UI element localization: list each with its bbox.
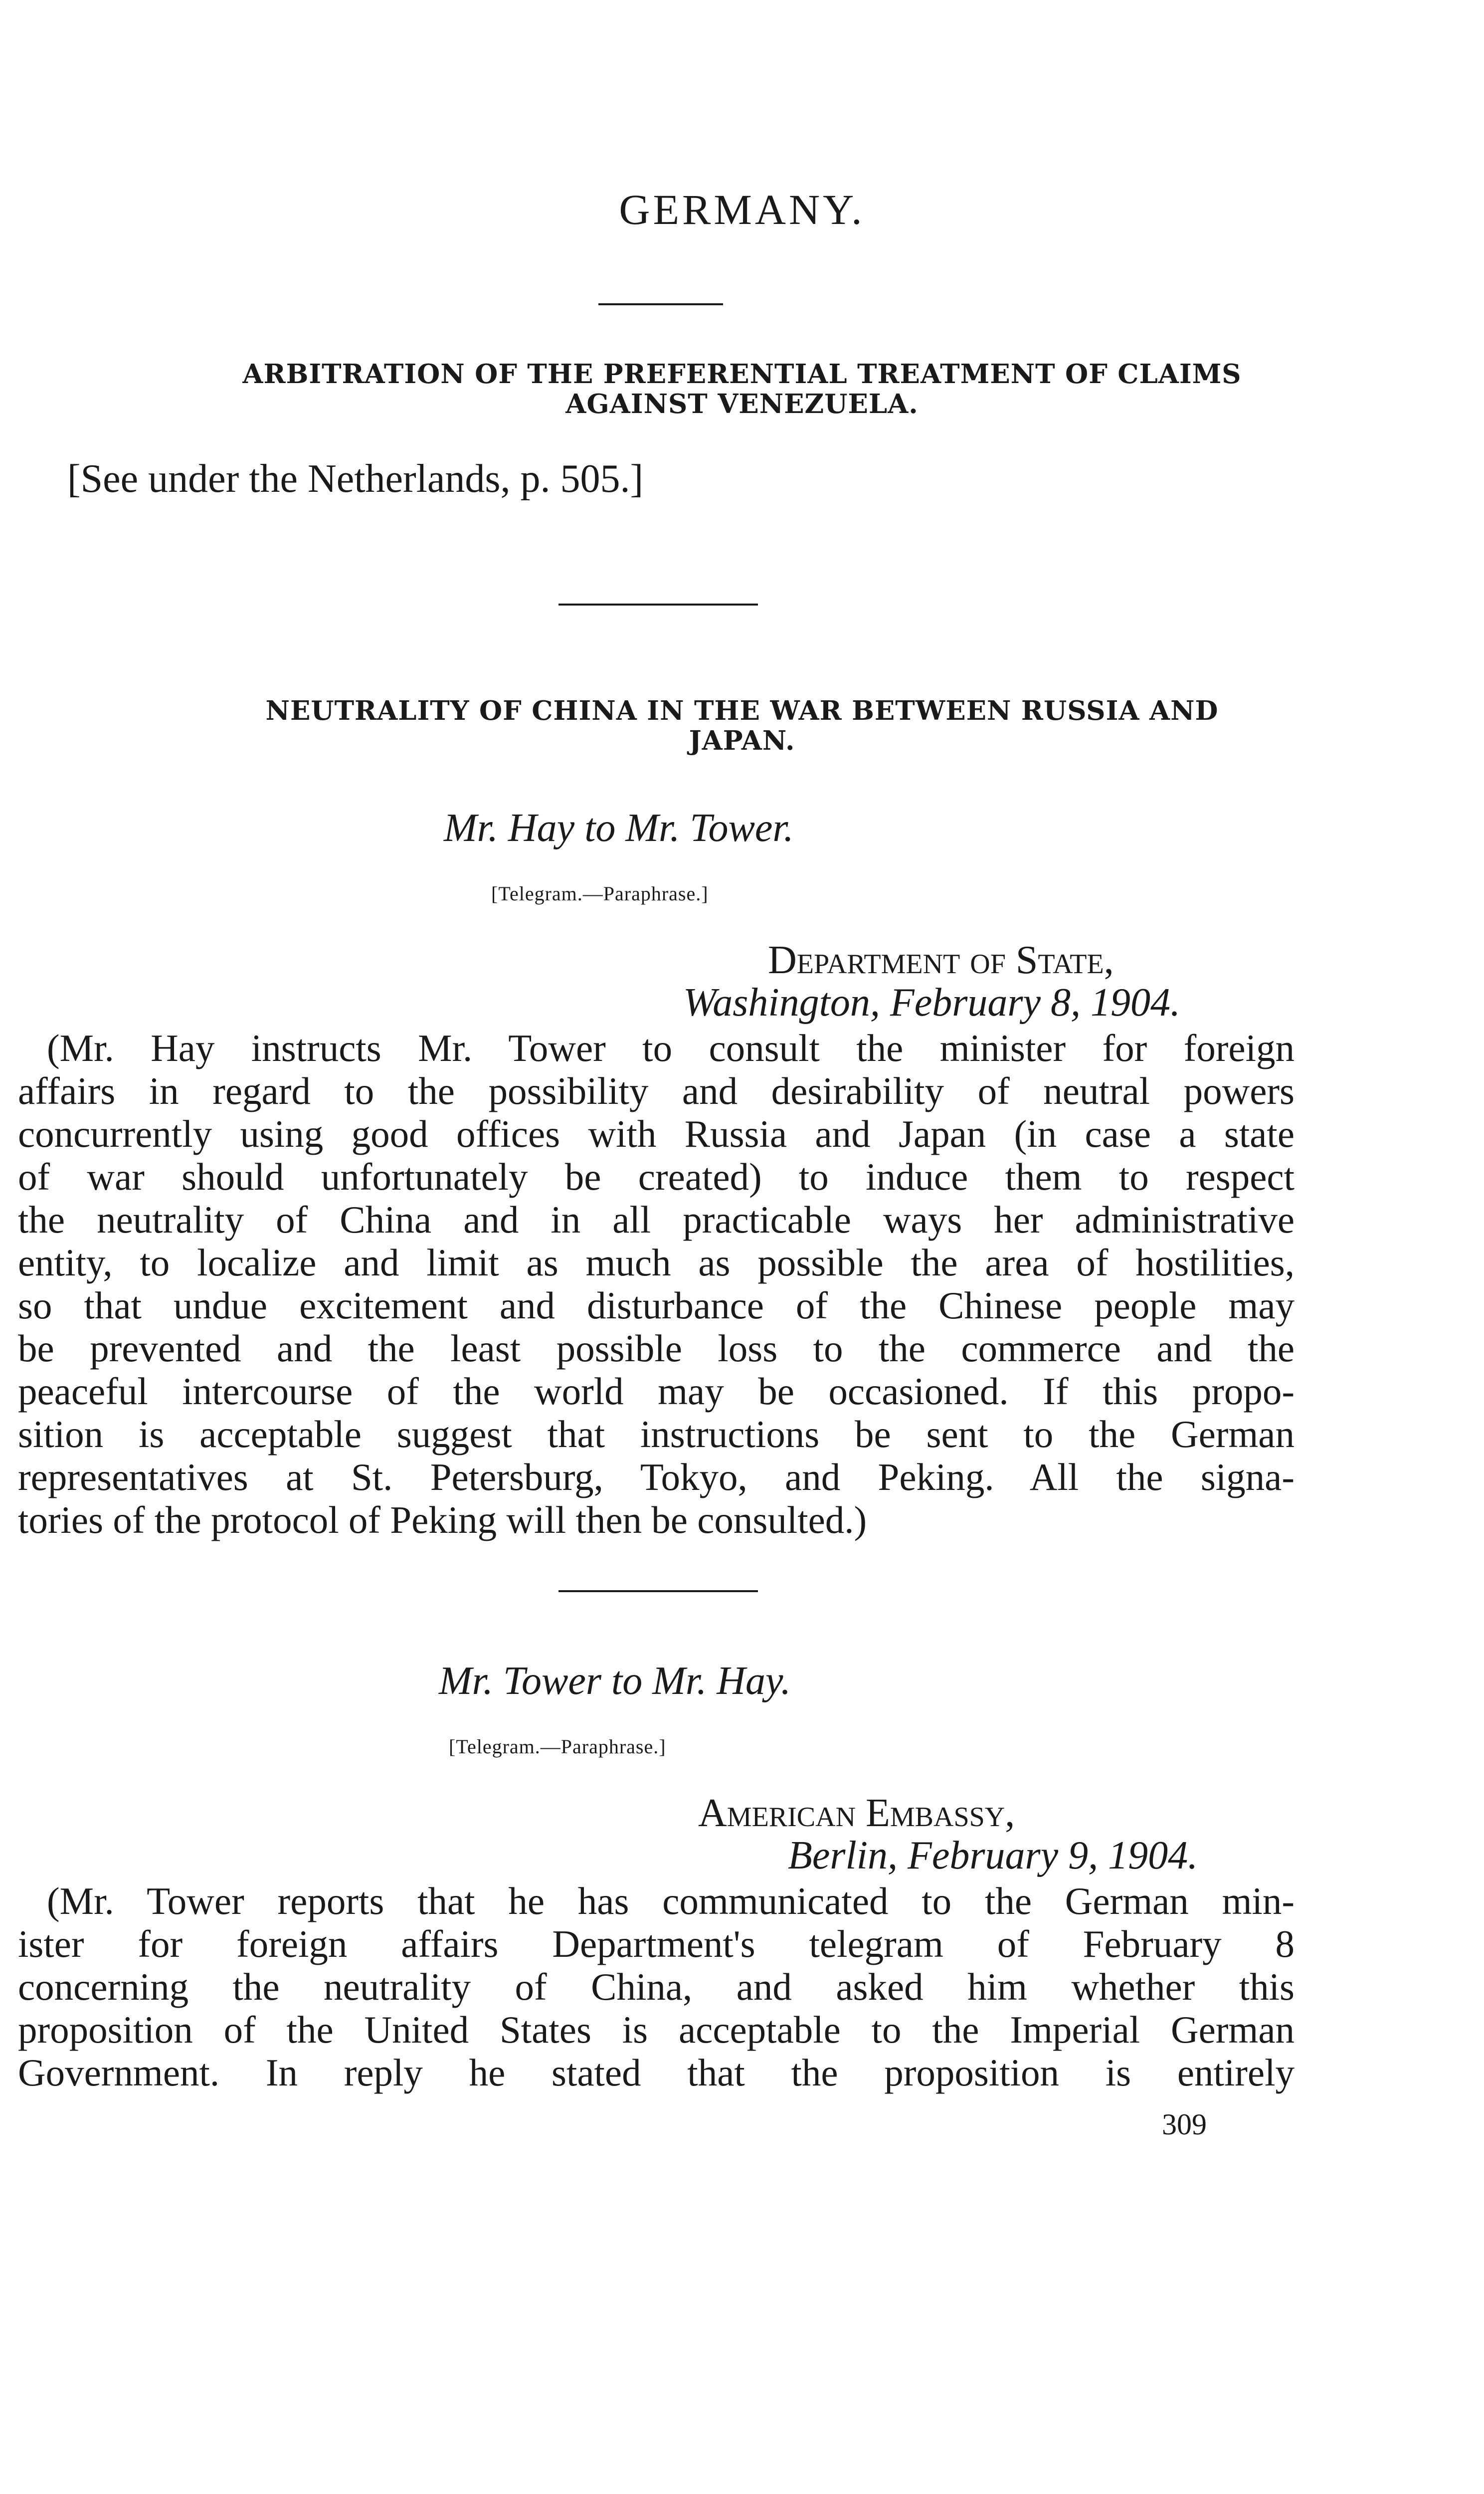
body-line: tories of the protocol of Peking will then be consulted.) (18, 1498, 867, 1541)
document-title: Mr. Tower to Mr. Hay. (439, 1659, 791, 1703)
section-rule (558, 604, 758, 606)
body-line: ister for foreign affairs Department's telegram of February 8 (18, 1922, 1295, 1965)
body-line: (Mr. Hay instructs Mr. Tower to consult the minister for foreign (47, 1027, 1295, 1069)
heading-line: NEUTRALITY OF CHINA IN THE WAR BETWEEN RUSSIA AND (265, 695, 1219, 726)
telegram-body (18, 1027, 1295, 1541)
heading-line: AGAINST VENEZUELA. (565, 389, 919, 419)
body-line: affairs in regard to the possibility and desirability of neutral powers (18, 1069, 1295, 1112)
body-line: of war should unfortunately be created) to induce them to respect (18, 1155, 1295, 1198)
sender-office: Department of State, (768, 938, 1114, 982)
section-rule (558, 1590, 758, 1592)
telegram-note: [Telegram.—Paraphrase.] (449, 1735, 666, 1758)
body-line: (Mr. Tower reports that he has communicated to the German min- (47, 1879, 1295, 1922)
document-title: Mr. Hay to Mr. Tower. (444, 806, 794, 850)
cross-reference-note: [See under the Netherlands, p. 505.] (67, 457, 644, 501)
heading-line: JAPAN. (689, 725, 795, 756)
body-line: concurrently using good offices with Russia and Japan (in case a state (18, 1112, 1295, 1155)
heading-line: ARBITRATION OF THE PREFERENTIAL TREATMENT OF CLAIMS (242, 359, 1242, 390)
telegram-note: [Telegram.—Paraphrase.] (491, 882, 709, 905)
body-line: the neutrality of China and in all practicable ways her administrative (18, 1198, 1295, 1241)
body-line: concerning the neutrality of China, and asked him whether this (18, 1965, 1295, 2008)
page-number: 309 (1162, 2108, 1207, 2141)
body-line: representatives at St. Petersburg, Tokyo, and Peking. All the signa- (18, 1455, 1295, 1498)
sender-office: American Embassy, (698, 1791, 1015, 1835)
dateline: Berlin, February 9, 1904. (788, 1834, 1198, 1877)
body-line: proposition of the United States is acceptable to the Imperial German (18, 2008, 1295, 2051)
telegram-body (18, 1879, 1295, 2094)
body-line: Government. In reply he stated that the proposition is entirely (18, 2051, 1295, 2094)
dateline: Washington, February 8, 1904. (683, 981, 1181, 1025)
body-line: entity, to localize and limit as much as possible the area of hostilities, (18, 1241, 1295, 1284)
body-line: so that undue excitement and disturbance of the Chinese people may (18, 1284, 1295, 1327)
section-heading-neutrality (0, 696, 1484, 756)
body-line: peaceful intercourse of the world may be occasioned. If this propo- (18, 1370, 1295, 1413)
section-heading-arbitration (0, 359, 1484, 419)
body-line: be prevented and the least possible loss to the commerce and the (18, 1327, 1295, 1370)
body-line: sition is acceptable suggest that instructions be sent to the German (18, 1413, 1295, 1455)
title-rule (598, 303, 723, 305)
page-title: GERMANY. (619, 186, 865, 233)
